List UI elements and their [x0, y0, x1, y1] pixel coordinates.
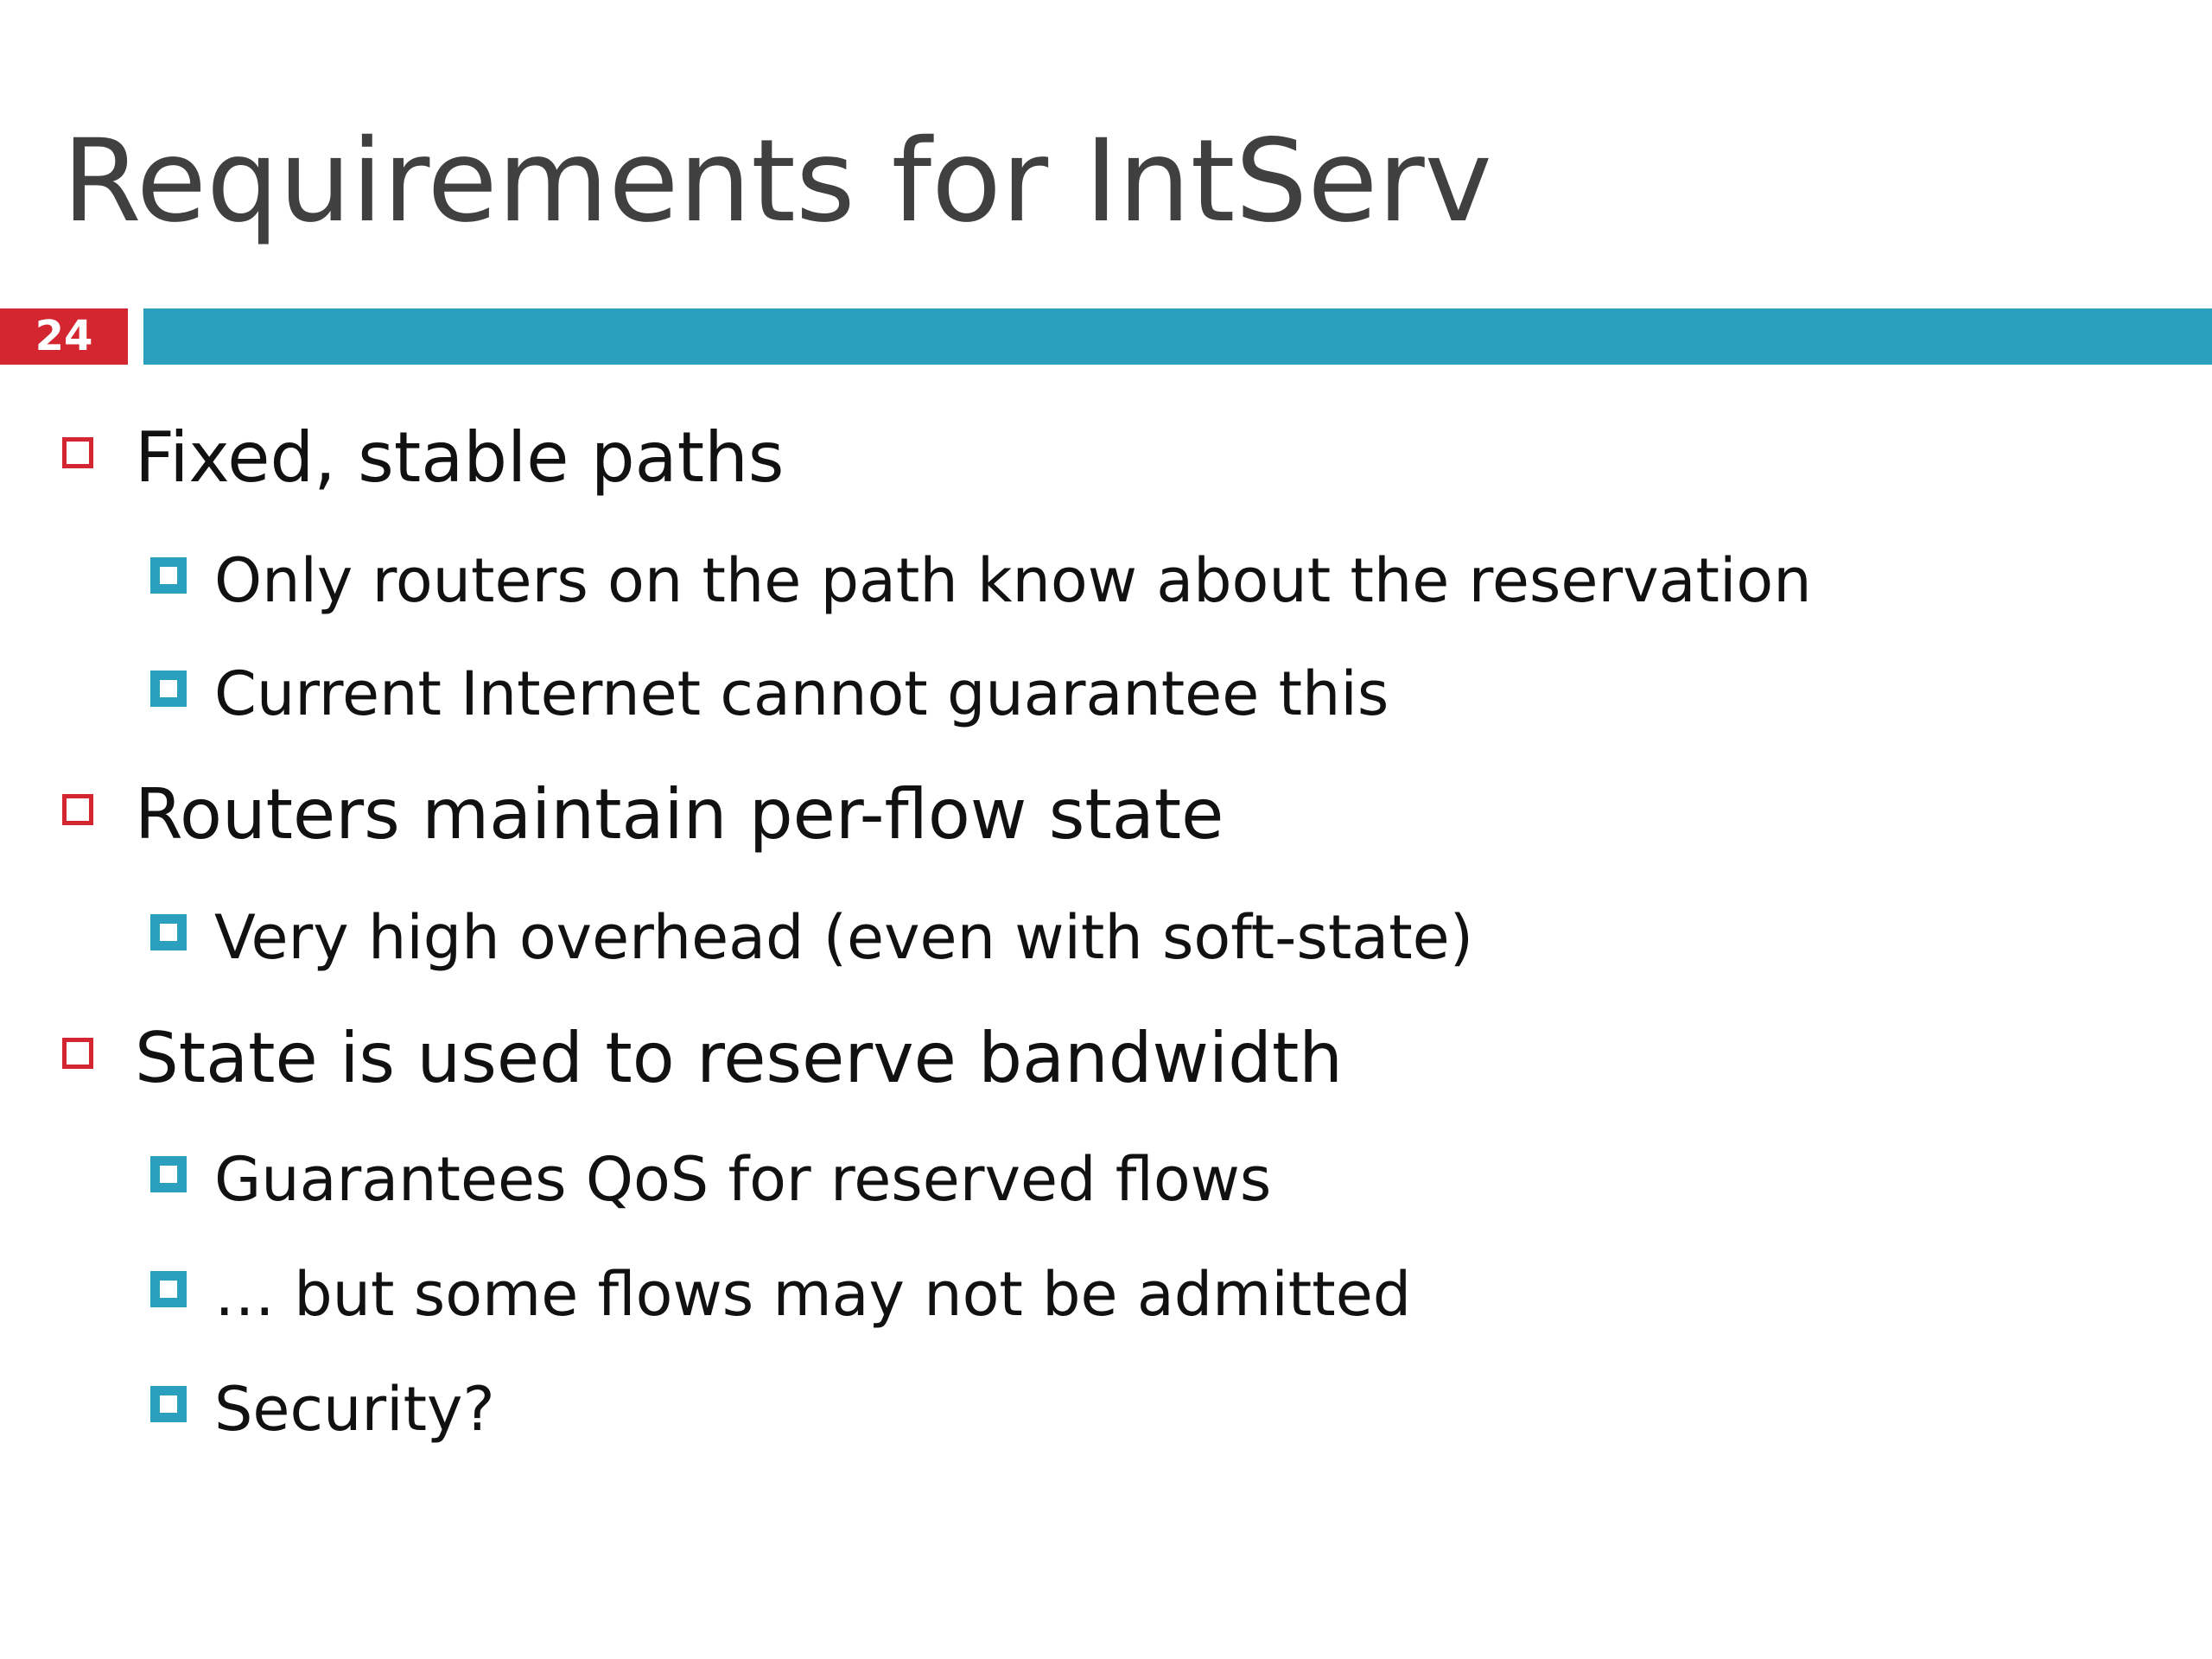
hollow-square-bullet-icon — [62, 437, 93, 468]
square-bullet-icon — [150, 671, 187, 707]
slide-number-badge: 24 — [0, 308, 128, 365]
sub-bullet-item — [150, 894, 1473, 976]
sub-bullet-text: … but some flows may not be admitted — [214, 1258, 1412, 1330]
bullet-item-reserve-bandwidth — [62, 1011, 1343, 1102]
slide-title: Requirements for IntServ — [62, 115, 1492, 248]
sub-bullet-text: Very high overhead (even with soft-state) — [214, 901, 1474, 973]
bullet-text: Fixed, stable paths — [135, 417, 785, 499]
bullet-text: State is used to reserve bandwidth — [135, 1018, 1344, 1099]
square-bullet-icon — [150, 1271, 187, 1307]
sub-bullet-text: Only routers on the path know about the reservation — [214, 544, 1812, 616]
sub-bullet-item — [150, 537, 1812, 620]
square-bullet-icon — [150, 914, 187, 950]
sub-bullet-item — [150, 1366, 495, 1448]
sub-bullet-item — [150, 651, 1389, 733]
bullet-text: Routers maintain per-flow state — [135, 774, 1224, 855]
bullet-item-per-flow-state — [62, 767, 1224, 858]
sub-bullet-item — [150, 1251, 1411, 1333]
square-bullet-icon — [150, 1156, 187, 1192]
bullet-item-fixed-paths — [62, 410, 784, 501]
sub-bullet-item — [150, 1136, 1271, 1218]
hollow-square-bullet-icon — [62, 1038, 93, 1069]
hollow-square-bullet-icon — [62, 794, 93, 825]
square-bullet-icon — [150, 1386, 187, 1422]
sub-bullet-text: Guarantees QoS for reserved flows — [214, 1143, 1272, 1215]
sub-bullet-text: Current Internet cannot guarantee this — [214, 658, 1389, 729]
square-bullet-icon — [150, 557, 187, 594]
sub-bullet-text: Security? — [214, 1373, 495, 1445]
